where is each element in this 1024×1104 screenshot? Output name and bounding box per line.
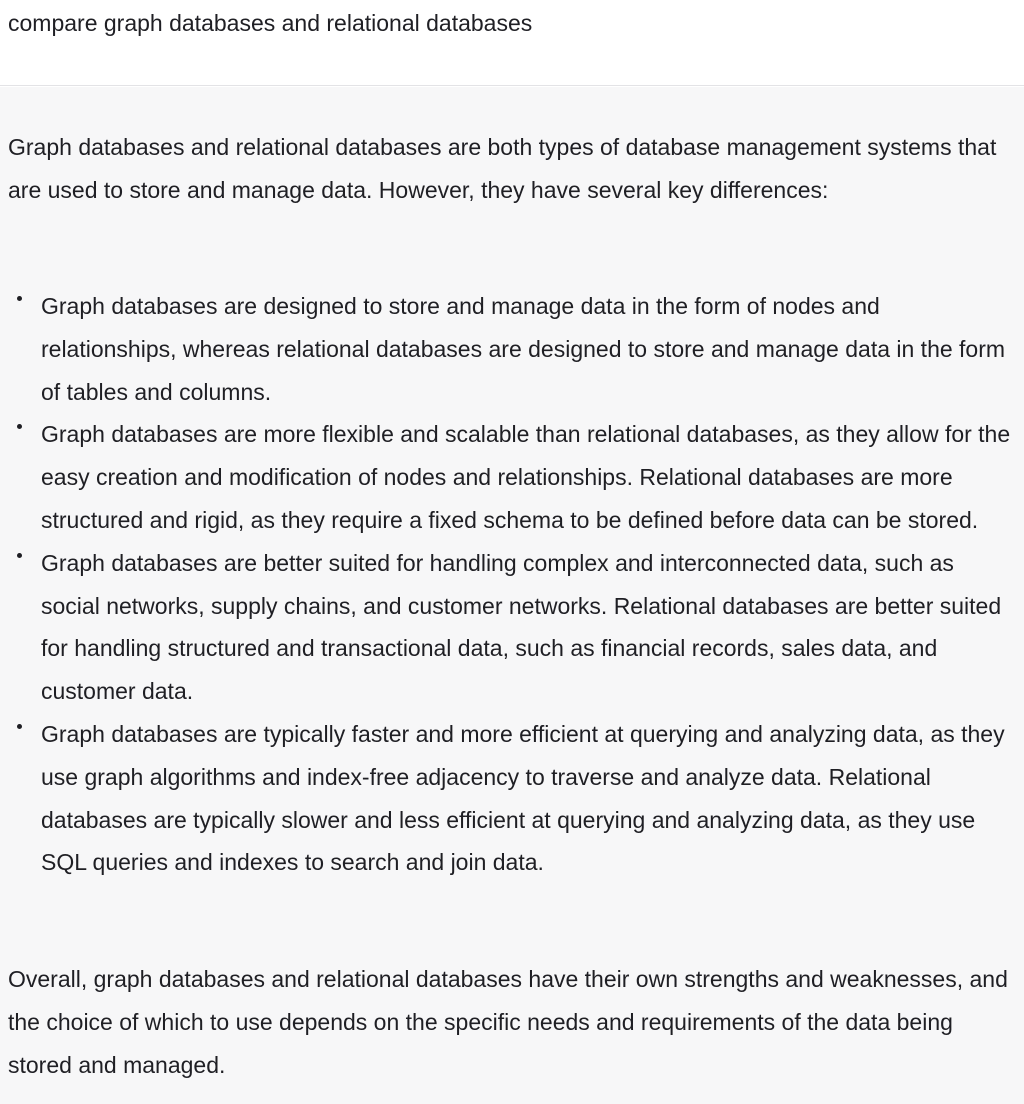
response-bullet-list [0,285,1024,884]
list-item [0,713,1024,884]
response-intro: Graph databases and relational databases are both types of database management systems that are used to store and manage data. However, they have several key differences: [8,134,997,203]
bullet-dot-icon [17,296,22,301]
bullet-dot-icon [17,424,22,429]
list-item [0,413,1024,541]
assistant-response [0,87,1024,1104]
bullet-dot-icon [17,724,22,729]
list-item-text: Graph databases are typically faster and more efficient at querying and analyzing data, as they use graph algorithms and index-free adjacency to traverse and analyze data. Relational databases are typically slower and less efficient at querying and analyzing data, as they use SQL queries and indexes to search and join data. [41,720,1005,876]
list-item-text: Graph databases are more flexible and scalable than relational databases, as they allow for the easy creation and modification of nodes and relationships. Relational databases are more structured and rigid, as they require a fixed schema to be defined before data can be stored. [41,421,1011,533]
user-prompt-text: compare graph databases and relational databases [8,10,533,36]
user-prompt-row [0,0,1024,86]
list-item-text: Graph databases are designed to store and manage data in the form of nodes and relationships, whereas relational databases are designed to store and manage data in the form of tables and columns. [41,293,1006,405]
list-item-text: Graph databases are better suited for handling complex and interconnected data, such as social networks, supply chains, and customer networks. Relational databases are better suited for handling structured and transactional data, such as financial records, sales data, and customer data. [41,549,1002,705]
response-conclusion: Overall, graph databases and relational databases have their own strengths and weaknesses, and the choice of which to use depends on the specific needs and requirements of the data being stored and managed. [8,966,1008,1078]
list-item [0,285,1024,413]
list-item [0,542,1024,713]
bullet-dot-icon [17,553,22,558]
